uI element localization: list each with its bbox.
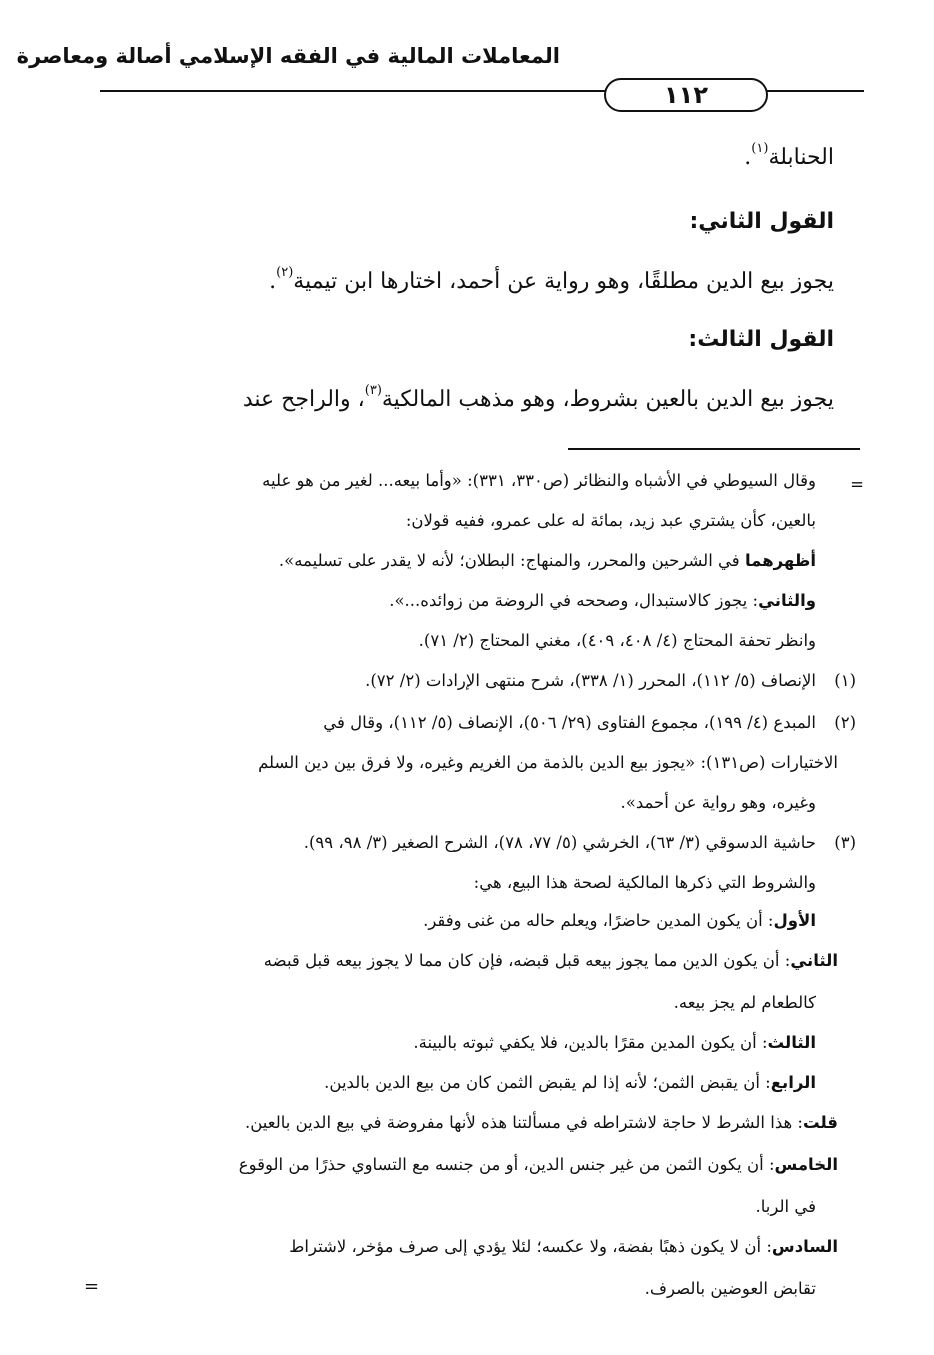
footnote-text: : أن يكون المدين حاضرًا، ويعلم حاله من غنى وفقر. — [423, 911, 774, 930]
footnote-line: الاختيارات (ص١٣١): «يجوز بيع الدين بالذمة من الغريم وغيره، ولا فرق بين دين السلم — [258, 753, 838, 772]
footnote-text: : هذا الشرط لا حاجة لاشتراطه في مسألتنا هذه لأنها مفروضة في بيع الدين بالعين. — [244, 1113, 803, 1132]
body-text: ، والراجح عند — [242, 387, 365, 412]
footnote-marker-1: (١) — [834, 671, 856, 690]
footnote-ref-3: (٣) — [364, 383, 382, 398]
footnote-line: تقابض العوضين بالصرف. — [644, 1279, 816, 1298]
footnote-line: المبدع (٤/ ١٩٩)، مجموع الفتاوى (٢٩/ ٥٠٦)، الإنصاف (٥/ ١١٢)، وقال في — [323, 713, 816, 732]
body-line-3 — [94, 380, 834, 420]
body-text: يجوز بيع الدين مطلقًا، وهو رواية عن أحمد، اختارها ابن تيمية — [293, 269, 834, 294]
footnote-marker-2: (٢) — [834, 713, 856, 732]
footnote-text: : أن لا يكون ذهبًا بفضة، ولا عكسه؛ لئلا يؤدي إلى صرف مؤخر، لاشتراط — [289, 1237, 772, 1256]
heading-second-opinion: القول الثاني: — [689, 209, 834, 234]
footnote-text: : يجوز كالاستبدال، وصححه في الروضة من زوائده...». — [389, 591, 759, 610]
footnote-marker-3: (٣) — [834, 833, 856, 852]
footnote-text: : أن يكون الثمن من غير جنس الدين، أو من جنسه مع التساوي حذرًا من الوقوع — [238, 1155, 775, 1174]
footnote-ref-2: (٢) — [276, 265, 294, 280]
footnote-line: الإنصاف (٥/ ١١٢)، المحرر (١/ ٣٣٨)، شرح منتهى الإرادات (٢/ ٧٢). — [365, 671, 816, 690]
footnote-text: : أن يكون الدين مما يجوز بيعه قبل قبضه، فإن كان مما لا يجوز بيعه قبل قبضه — [263, 951, 791, 970]
footnote-line — [96, 1232, 838, 1262]
body-text: الحنابلة — [768, 145, 834, 170]
footnote-text: في الشرحين والمحرر، والمنهاج: البطلان؛ لأنه لا يقدر على تسليمه». — [278, 551, 745, 570]
footnote-bold-term: الأول — [773, 911, 816, 930]
footnote-bold-term: السادس — [771, 1237, 838, 1256]
body-text: يجوز بيع الدين بالعين بشروط، وهو مذهب المالكية — [381, 387, 834, 412]
page-number: ١١٢ — [604, 78, 768, 112]
continuation-marker: = — [850, 475, 864, 494]
footnote-bold-term: والثاني — [758, 591, 816, 610]
footnote-bold-term: قلت — [802, 1113, 838, 1132]
footnote-line — [96, 546, 816, 576]
footnote-bold-term: الثاني — [790, 951, 838, 970]
footnote-line — [96, 586, 816, 616]
footnote-separator — [568, 448, 860, 450]
footnote-line — [96, 946, 838, 976]
continued-marker: = — [84, 1276, 100, 1297]
body-line-1 — [94, 138, 834, 178]
running-title: المعاملات المالية في الفقه الإسلامي أصالة ومعاصرة — [16, 44, 560, 68]
footnote-line: حاشية الدسوقي (٣/ ٦٣)، الخرشي (٥/ ٧٧، ٧٨)، الشرح الصغير (٣/ ٩٨، ٩٩). — [303, 833, 816, 852]
body-punct: . — [744, 145, 752, 170]
footnote-line: كالطعام لم يجز بيعه. — [673, 993, 816, 1012]
footnote-bold-term: الخامس — [774, 1155, 838, 1174]
footnote-text: : أن يقبض الثمن؛ لأنه إذا لم يقبض الثمن كان من بيع الدين بالدين. — [324, 1073, 771, 1092]
footnote-line — [96, 1068, 816, 1098]
footnote-line — [96, 1150, 838, 1180]
footnote-line: وغيره، وهو رواية عن أحمد». — [620, 793, 816, 812]
body-line-2 — [94, 262, 834, 302]
footnote-bold-term: أظهرهما — [744, 551, 816, 570]
footnote-bold-term: الرابع — [770, 1073, 816, 1092]
footnote-line: وانظر تحفة المحتاج (٤/ ٤٠٨، ٤٠٩)، مغني المحتاج (٢/ ٧١). — [418, 631, 816, 650]
footnote-line: وقال السيوطي في الأشباه والنظائر (ص٣٣٠، ٣٣١): «وأما بيعه... لغير من هو عليه — [262, 471, 816, 490]
footnote-line: والشروط التي ذكرها المالكية لصحة هذا البيع، هي: — [473, 873, 816, 892]
heading-third-opinion: القول الثالث: — [688, 327, 834, 352]
footnote-line — [96, 906, 816, 936]
footnote-line: في الربا. — [755, 1197, 816, 1216]
body-punct: . — [269, 269, 277, 294]
footnote-line — [96, 1108, 838, 1138]
footnote-ref-1: (١) — [751, 141, 769, 156]
footnote-bold-term: الثالث — [767, 1033, 816, 1052]
footnote-text: : أن يكون المدين مقرًا بالدين، فلا يكفي ثبوته بالبينة. — [413, 1033, 768, 1052]
footnote-line: بالعين، كأن يشتري عبد زيد، بمائة له على عمرو، ففيه قولان: — [405, 511, 816, 530]
footnote-line — [96, 1028, 816, 1058]
